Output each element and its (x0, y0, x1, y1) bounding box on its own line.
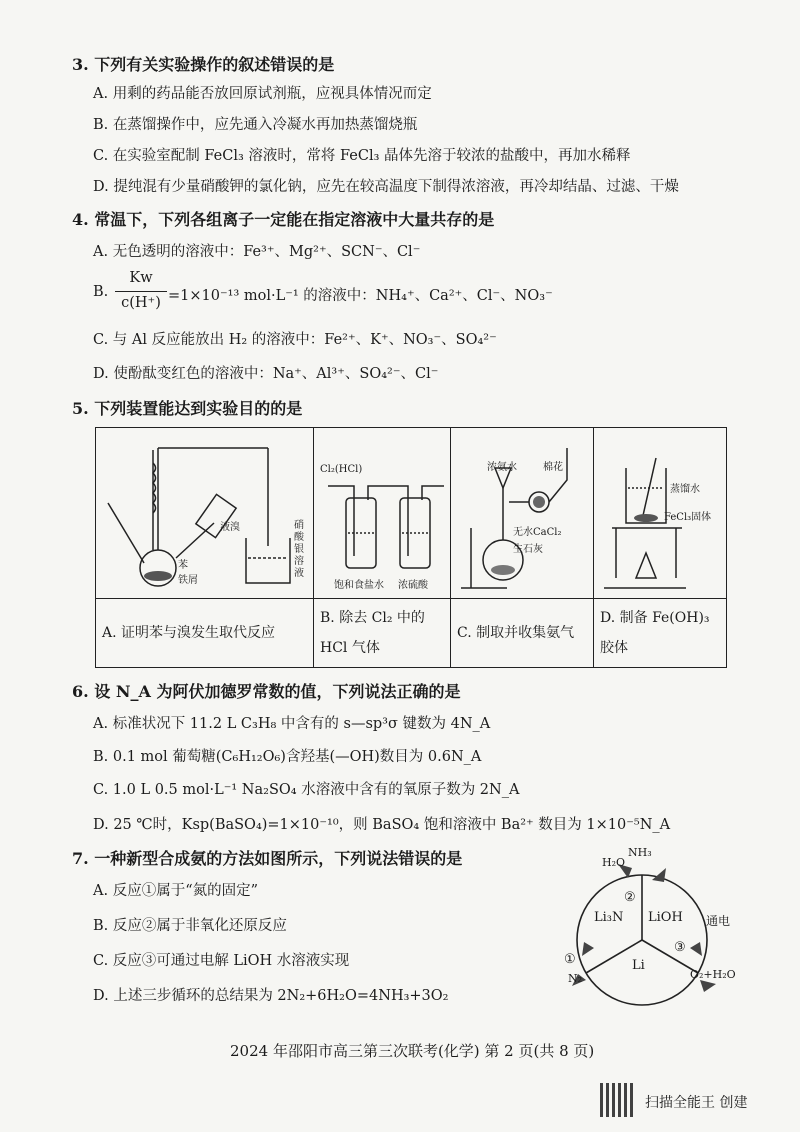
q7-option-d: D. 上述三步循环的总结果为 2N₂+6H₂O=4NH₃+3O₂ (93, 988, 449, 1004)
label-o2-h2o-out: O₂+H₂O (690, 968, 736, 981)
fraction-bar (115, 291, 167, 292)
label-liquid-bromine: 液溴 (220, 522, 240, 533)
label-conc-ammonia: 浓氨水 (487, 462, 517, 473)
caption-d: D. 制备 Fe(OH)₃ 胶体 (594, 599, 727, 668)
page-footer: 2024 年邵阳市高三第三次联考(化学) 第 2 页(共 8 页) (230, 1042, 595, 1060)
caption-a: A. 证明苯与溴发生取代反应 (96, 599, 314, 668)
q4-option-a: A. 无色透明的溶液中：Fe³⁺、Mg²⁺、SCN⁻、Cl⁻ (93, 244, 421, 260)
apparatus-d-cell (594, 428, 727, 599)
q6-option-b: B. 0.1 mol 葡萄糖(C₆H₁₂O₆)含羟基(—OH)数目为 0.6N_A (93, 749, 482, 765)
label-n2-in: N₂ (568, 972, 583, 985)
label-li3n: Li₃N (594, 910, 624, 925)
q4-option-d: D. 使酚酞变红色的溶液中：Na⁺、Al³⁺、SO₄²⁻、Cl⁻ (93, 366, 439, 382)
q7-stem: 7. 一种新型合成氨的方法如图所示，下列说法错误的是 (72, 849, 463, 868)
label-distilled-water: 蒸馏水 (670, 484, 700, 495)
q7-option-b: B. 反应②属于非氧化还原反应 (93, 918, 287, 934)
label-nh3-out: NH₃ (628, 846, 652, 859)
q6-option-c: C. 1.0 L 0.5 mol·L⁻¹ Na₂SO₄ 水溶液中含有的氧原子数为 2N_A (93, 782, 520, 798)
label-h2o-in: H₂O (602, 856, 626, 869)
label-electrolysis: 通电 (706, 914, 731, 928)
apparatus-a-cell (96, 428, 314, 599)
q4-option-b-text: =1×10⁻¹³ mol·L⁻¹ 的溶液中：NH₄⁺、Ca²⁺、Cl⁻、NO₃⁻ (168, 288, 553, 304)
label-fecl3-solid: FeCl₃固体 (664, 512, 712, 523)
label-quicklime: 生石灰 (513, 544, 543, 555)
ammonia-cycle-diagram (550, 840, 740, 1020)
caption-c: C. 制取并收集氨气 (451, 599, 594, 668)
cycle-drawing (550, 840, 740, 1020)
q4-option-c: C. 与 Al 反应能放出 H₂ 的溶液中：Fe²⁺、K⁺、NO₃⁻、SO₄²⁻ (93, 332, 497, 348)
q5-stem: 5. 下列装置能达到实验目的的是 (72, 399, 303, 418)
label-anhydrous-cacl2: 无水CaCl₂ (513, 527, 562, 538)
q4-option-b-numerator: Kw (129, 270, 153, 286)
q7-option-c: C. 反应③可通过电解 LiOH 水溶液实现 (93, 953, 350, 969)
q4-option-b-denominator: c(H⁺) (121, 295, 161, 311)
apparatus-b-cell (314, 428, 451, 599)
qr-code-icon (600, 1083, 634, 1117)
label-reaction-2: ② (624, 890, 636, 905)
apparatus-b-drawing (314, 428, 450, 598)
label-reaction-3: ③ (674, 940, 686, 955)
q7-option-a: A. 反应①属于“氮的固定” (93, 883, 259, 899)
apparatus-table (95, 427, 727, 668)
q3-option-d: D. 提纯混有少量硝酸钾的氯化钠，应先在较高温度下制得浓溶液，再冷却结晶、过滤、干燥 (93, 179, 679, 195)
q4-option-b-label: B. (93, 284, 109, 300)
q6-stem: 6. 设 N_A 为阿伏加德罗常数的值，下列说法正确的是 (72, 682, 461, 701)
q3-option-a: A. 用剩的药品能否放回原试剂瓶，应视具体情况而定 (93, 86, 432, 102)
label-iron-filings: 铁屑 (178, 575, 198, 586)
label-gas-inlet: Cl₂(HCl) (320, 464, 363, 475)
q4-stem: 4. 常温下，下列各组离子一定能在指定溶液中大量共存的是 (72, 210, 495, 229)
apparatus-c-cell (451, 428, 594, 599)
q3-option-b: B. 在蒸馏操作中，应先通入冷凝水再加热蒸馏烧瓶 (93, 117, 418, 133)
apparatus-c-drawing (451, 428, 593, 598)
label-saturated-brine: 饱和食盐水 (334, 580, 384, 591)
label-cotton: 棉花 (543, 462, 563, 473)
apparatus-a-drawing (96, 428, 313, 598)
label-conc-sulfuric: 浓硫酸 (398, 580, 428, 591)
label-lioh: LiOH (648, 910, 683, 925)
label-benzene: 苯 (178, 560, 188, 571)
watermark-text: 扫描全能王 创建 (645, 1095, 748, 1111)
caption-b: B. 除去 Cl₂ 中的 HCl 气体 (314, 599, 451, 668)
label-silver-nitrate: 硝酸银溶液 (294, 520, 304, 579)
q6-option-a: A. 标准状况下 11.2 L C₃H₈ 中含有的 s—sp³σ 键数为 4N_A (93, 716, 491, 732)
q3-option-c: C. 在实验室配制 FeCl₃ 溶液时，常将 FeCl₃ 晶体先溶于较浓的盐酸中，再加水稀释 (93, 148, 631, 164)
label-reaction-1: ① (564, 952, 576, 967)
q3-stem: 3. 下列有关实验操作的叙述错误的是 (72, 55, 335, 74)
label-li: Li (632, 958, 645, 973)
q6-option-d: D. 25 ℃时，Ksp(BaSO₄)=1×10⁻¹⁰，则 BaSO₄ 饱和溶液中 Ba²⁺ 数目为 1×10⁻⁵N_A (93, 817, 671, 833)
